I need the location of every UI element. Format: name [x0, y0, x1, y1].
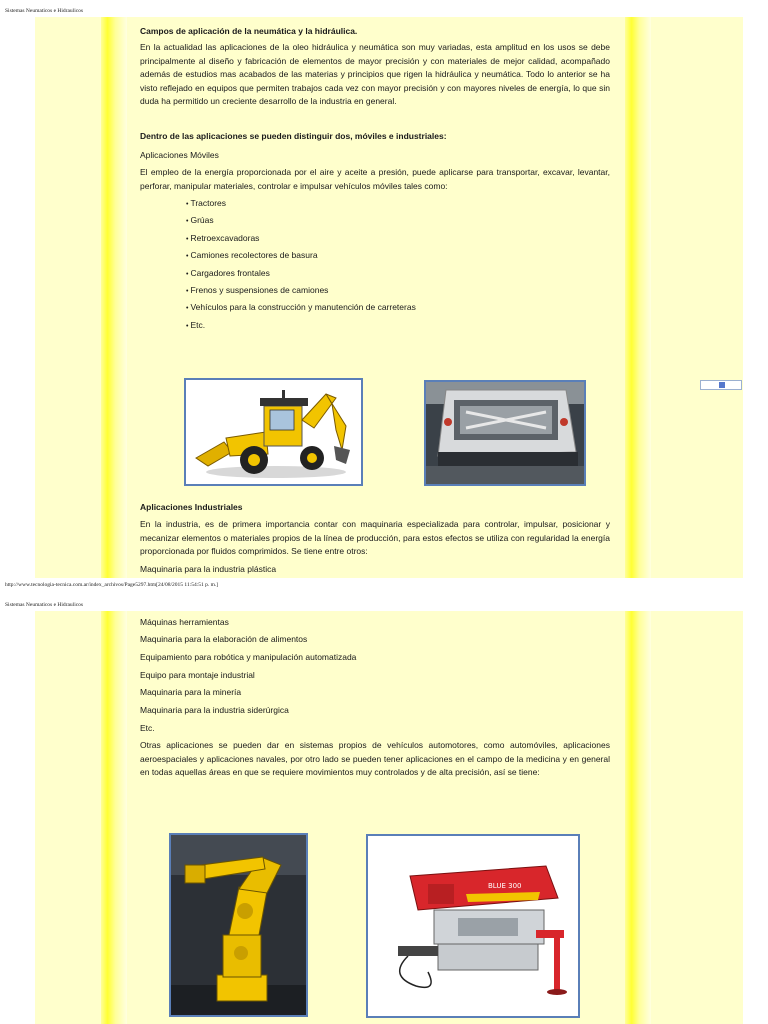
para-moviles: El empleo de la energía proporcionada por el aire y aceite a presión, puede aplicarse para transportar, excavar, levantar, perforar, manipular materiales, controlar e impulsar vehículos móviles tales como:: [140, 167, 610, 191]
band-saw-image: [366, 834, 580, 1018]
list-item: • Tractores: [186, 197, 416, 214]
industrial-item: Equipo para montaje industrial: [140, 670, 255, 680]
industrial-robot-image: [169, 833, 308, 1017]
industrial-item: Maquinaria para la elaboración de alimentos: [140, 634, 308, 644]
heading-dentro: Dentro de las aplicaciones se pueden distinguir dos, móviles e industriales:: [140, 131, 447, 141]
page1-footer-url[interactable]: http://www.tecnologia-tecnica.com.ar/index_archivos/Page5297.htm[24/08/2015 11:54:51 p. m.]: [5, 582, 219, 588]
left-gradient-bar: [101, 611, 127, 1024]
side-navigation-button[interactable]: [700, 380, 742, 390]
right-gradient-bar: [625, 611, 651, 1024]
list-item: • Frenos y suspensiones de camiones: [186, 284, 416, 301]
left-gradient-bar: [101, 17, 127, 578]
page2-header: Sistemas Neumaticos e Hidraulicos: [5, 602, 84, 608]
moviles-title: Aplicaciones Móviles: [140, 150, 219, 160]
list-item: • Vehículos para la construcción y manutención de carreteras: [186, 301, 416, 318]
garbage-truck-image: [424, 380, 586, 486]
help-icon: [719, 382, 725, 388]
industrial-item: Máquinas herramientas: [140, 617, 229, 627]
list-item: • Cargadores frontales: [186, 267, 416, 284]
saw-brand-label: BLUE 300: [488, 882, 522, 890]
list-item: • Grúas: [186, 214, 416, 231]
right-gradient-bar: [625, 17, 651, 578]
list-item: • Etc.: [186, 319, 416, 336]
heading-campos: Campos de aplicación de la neumática y la hidráulica.: [140, 26, 358, 36]
list-item: • Camiones recolectores de basura: [186, 249, 416, 266]
para-industriales: En la industria, es de primera importancia contar con maquinaria especializada para controlar, impulsar, posicionar y mecanizar elementos o materiales propios de la línea de producción, para estos efectos se utiliza con regularidad la energía proporcionada por fluidos comprimidos. Se tiene entre otros:: [140, 519, 610, 556]
para-otras: Otras aplicaciones se pueden dar en sistemas propios de vehículos automotores, como automóviles, aplicaciones aeroespaciales y aplicaciones navales, por otro lado se pueden tener aplicaciones en el campo de la medicina y en general en todas aquellas áreas en que se requiere movimientos muy controlados y de alta precisión, así se tiene:: [140, 740, 610, 777]
industrial-item: Equipamiento para robótica y manipulación automatizada: [140, 652, 357, 662]
industrial-item: Maquinaria para la minería: [140, 687, 242, 697]
para-intro: En la actualidad las aplicaciones de la oleo hidráulica y neumática son muy variadas, esta amplitud en los usos se debe principalmente al diseño y fabricación de elementos de mayor precisión y con materiales de mejor calidad, acompañado además de estudios mas acabados de las materias y principios que rigen la hidráulica y neumática. Todo lo anterior se ha visto reflejado en equipos que permiten trabajos cada vez con mayor precisión y con mayores niveles de energía, lo que sin duda ha permitido un creciente desarrollo de la industria en general.: [140, 42, 610, 106]
backhoe-image: [184, 378, 363, 486]
list-item: • Retroexcavadoras: [186, 232, 416, 249]
last-line-plastica: Maquinaria para la industria plástica: [140, 564, 277, 574]
industriales-title: Aplicaciones Industriales: [140, 502, 243, 512]
page1-header: Sistemas Neumaticos e Hidraulicos: [5, 8, 84, 14]
industrial-item: Etc.: [140, 723, 155, 733]
industrial-item: Maquinaria para la industria siderúrgica: [140, 705, 289, 715]
mobile-applications-list: [186, 197, 416, 336]
